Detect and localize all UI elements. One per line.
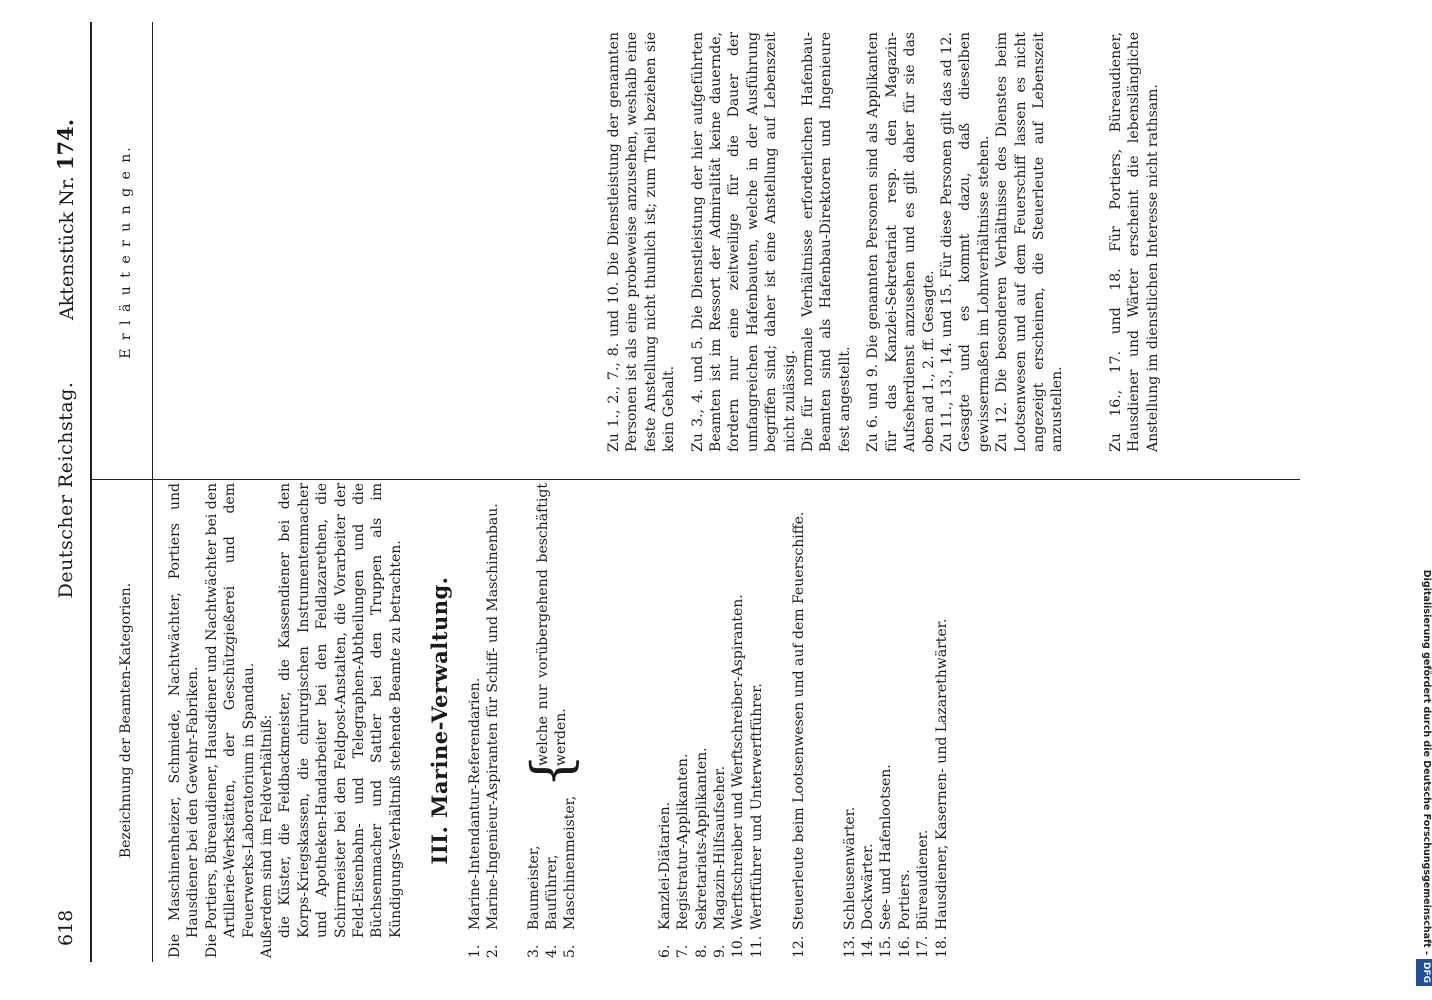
intro-paragraph: Die Maschinenheizer, Schmiede, Nachtwächter, Portiers und Hausdiener bei den Gewehr-Fabriken. [167,483,202,958]
item-text: See- und Hafenlootsen. [878,764,895,930]
rule-column-divider [90,479,1300,480]
item-number: 1. [466,944,483,958]
item-number: 6. [656,944,673,958]
list-item [877,483,895,958]
item-text: Steuerleute beim Lootsenwesen und auf dem Feuerschiffe. [791,511,808,930]
explanation-paragraph: Zu 12. Die besonderen Verhältnisse des Dienstes beim Lootsenwesen und auf dem Feuerschiff lassen es nicht angezeigt erscheinen, die Steuerleute auf Lebenszeit anzustellen. [994,32,1066,452]
item-text: Maschinenmeister, [562,795,579,930]
explanation-paragraph: Zu 1., 2., 7., 8. und 10. Die Dienstleistung der genannten Personen ist als eine probeweise anzusehen, weshalb eine feste Anstellung nicht thunlich ist; zum Theil beziehen sie kein Gehalt. [606,32,678,452]
item-number: 4. [543,944,560,958]
item-number: 9. [711,944,728,958]
journal-title: Deutscher Reichstag. [55,381,77,599]
list-item [484,483,502,958]
item-text: Werftführer und Unterwerftführer. [748,683,765,930]
item-number: 8. [693,944,710,958]
list-item [933,483,951,958]
list-item [561,788,579,958]
right-column-heading: E r l ä u t e r u n g e n. [118,145,134,359]
left-column-heading: Bezeichnung der Beamten-Kategorien. [118,582,134,859]
list-item [693,483,711,958]
brace-glyph: { [520,753,584,788]
item-text: Dockwärter. [859,843,876,930]
item-text: Kanzlei-Diätarien. [656,801,673,930]
item-number: 14. [859,935,876,958]
list-item [914,483,932,958]
item-number: 7. [675,944,692,958]
item-text: Bauführer, [543,854,560,930]
item-number: 17. [915,935,932,958]
list-item [466,483,484,958]
digitization-stamp [1416,10,1432,990]
intro-paragraph: Die Portiers, Büreaudiener, Hausdiener und Nachtwächter bei den Artillerie-Werkstätten, der Geschützgießerei und dem Feuerwerks-Laboratorium in Spandau. [203,483,257,958]
list-item [711,483,729,958]
item-number: 16. [896,935,913,958]
item-number: 11. [748,935,765,958]
list-item [790,483,808,958]
item-text: Magazin-Hilfsaufseher. [711,765,728,930]
item-number: 2. [485,944,502,958]
braced-note: welche nur vorübergehend beschäftigt werden. [534,483,570,766]
item-text: Portiers. [896,869,913,930]
item-number: 5. [562,944,579,958]
item-text: Werftschreiber und Werftschreiber-Aspiranten. [730,594,747,930]
list-item [656,483,674,958]
list-item [748,483,766,958]
list-item [674,483,692,958]
item-number: 15. [878,935,895,958]
item-text: Registratur-Applikanten. [675,753,692,930]
item-number: 13. [841,935,858,958]
list-item [525,788,543,958]
left-column [166,483,951,958]
item-number: 18. [933,935,950,958]
document-number [46,20,86,320]
right-column [605,32,1162,472]
list-item [896,483,914,958]
document-number-value: 174. [53,118,78,171]
item-number: 10. [730,935,747,958]
field-heading: Außerdem sind im Feldverhältniß: [259,714,276,958]
item-text: Schleusenwärter. [841,806,858,930]
explanation-paragraph: Zu 3., 4. und 5. Die Dienstleistung der hier aufgeführten Beamten ist im Ressort der Admiralität keine dauernde, fordern nur eine zeitweilige für die Dauer der umfangreichen Hafenbauten, welche in der Ausführung begriffen sind; daher ist eine Anstellung auf Lebenszeit nicht zulässig. [689,32,798,452]
item-number: 3. [525,944,542,958]
item-text: Büreaudiener. [915,829,932,930]
page-number: 618 [55,909,77,946]
list-item [543,788,561,958]
document-number-prefix: Aktenstück Nr. [56,176,78,320]
dfg-logo: DFG [1416,959,1432,986]
list-item [859,483,877,958]
braced-group [520,483,584,958]
field-paragraph: die Küster, die Feldbackmeister, die Kassendiener bei den Korps-Kriegskassen, die chirurgischen Instrumentenmacher und Apotheken-Handarbeiter bei den Feldlazarethen, die Schirrmeister bei den Feldpost-Anstalten, die Vorarbeiter der Feld-Eisenbahn- und Telegraphen-Abtheilungen und die Büchsenmacher und Sattler bei den Truppen als im Kündigungs-Verhältniß stehende Beamte zu betrachten. [277,483,404,938]
rule-header [152,22,153,962]
section-title: III. Marine-Verwaltung. [427,576,453,865]
list-item [841,483,859,958]
item-number: 12. [791,935,808,958]
explanation-paragraph: Zu 16., 17. und 18. Für Portiers, Büreaudiener, Hausdiener und Wärter erscheint die lebenslängliche Anstellung im dienstlichen Interesse nicht rathsam. [1107,32,1161,452]
item-text: Hausdiener, Kasernen- und Lazarethwärter. [933,618,950,930]
explanation-paragraph: Zu 11., 13., 14. und 15. Für diese Personen gilt das ad 12. Gesagte und es kommt dazu, daß dieselben gewissermaßen im Lohnverhältnisse stehen. [938,32,992,452]
rule-top [90,22,92,962]
list-item [729,483,747,958]
explanation-paragraph: Zu 6. und 9. Die genannten Personen sind als Applikanten für das Kanzlei-Sekretariat resp. den Magazin-Aufseherdienst anzusehen und es gilt daher für sie das oben ad 1., 2. ff. Gesagte. [865,32,937,452]
item-text: Baumeister, [525,845,542,930]
explanation-paragraph: Die für normale Verhältnisse erforderlichen Hafenbau-Beamten sind als Hafenbau-Direktoren und Ingenieure fest angestellt. [800,32,853,452]
item-text: Sekretariats-Applikanten. [693,747,710,930]
item-text: Marine-Ingenieur-Aspiranten für Schiff- und Maschinenbau. [485,503,502,930]
stamp-text: Digitalisierung gefördert durch die Deutsche Forschungsgemeinschaft - [1421,569,1432,955]
item-text: Marine-Intendantur-Referendarien. [466,677,483,930]
